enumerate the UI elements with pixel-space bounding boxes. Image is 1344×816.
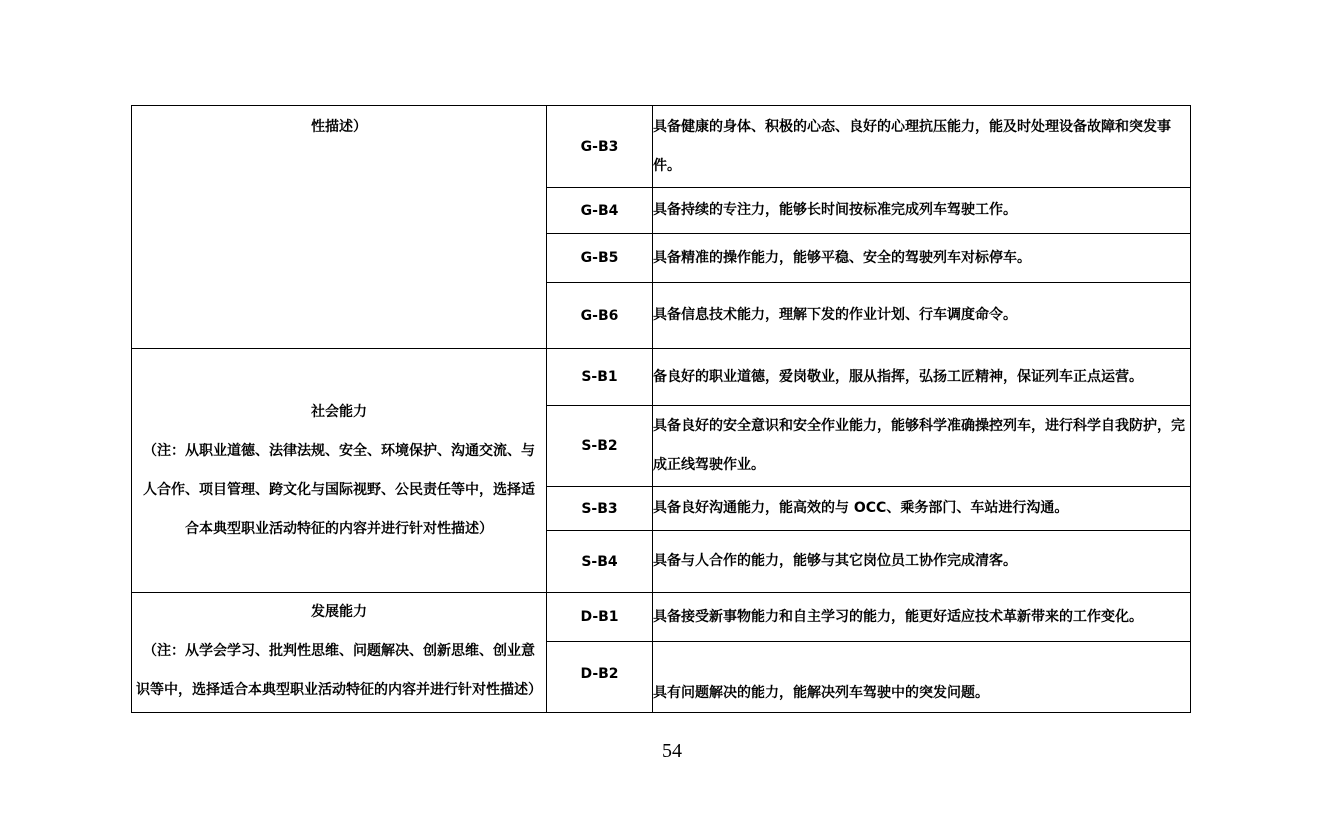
ability-code: S-B2 <box>547 406 653 487</box>
ability-code: S-B4 <box>547 531 653 593</box>
ability-description: 具备与人合作的能力，能够与其它岗位员工协作完成清客。 <box>653 531 1191 593</box>
ability-code: G-B5 <box>547 234 653 283</box>
ability-description: 具备良好的安全意识和安全作业能力，能够科学准确操控列车，进行科学自我防护，完成正线驾驶作业。 <box>653 406 1191 487</box>
category-text: 性描述） <box>311 119 367 135</box>
ability-description: 具有问题解决的能力，能解决列车驾驶中的突发问题。 <box>653 642 1191 713</box>
page-number: 54 <box>662 740 682 762</box>
ability-description: 具备信息技术能力，理解下发的作业计划、行车调度命令。 <box>653 283 1191 349</box>
ability-description: 备良好的职业道德，爱岗敬业，服从指挥，弘扬工匠精神，保证列车正点运营。 <box>653 349 1191 406</box>
ability-code: G-B6 <box>547 283 653 349</box>
ability-code: S-B1 <box>547 349 653 406</box>
category-cell-social <box>132 349 547 593</box>
category-cell-development <box>132 593 547 713</box>
table-row <box>132 106 1191 188</box>
ability-code: S-B3 <box>547 487 653 531</box>
ability-description: 具备良好沟通能力，能高效的与 OCC、乘务部门、车站进行沟通。 <box>653 487 1191 531</box>
ability-description: 具备接受新事物能力和自主学习的能力，能更好适应技术革新带来的工作变化。 <box>653 593 1191 642</box>
category-title: 发展能力 <box>311 604 367 620</box>
category-note: 合本典型职业活动特征的内容并进行针对性描述） <box>185 520 493 537</box>
category-title: 社会能力 <box>311 403 367 420</box>
category-note: （注：从学会学习、批判性思维、问题解决、创新思维、创业意 <box>143 643 535 659</box>
category-cell-physical <box>132 106 547 349</box>
ability-description: 具备精准的操作能力，能够平稳、安全的驾驶列车对标停车。 <box>653 234 1191 283</box>
category-note: 识等中，选择适合本典型职业活动特征的内容并进行针对性描述） <box>136 682 542 698</box>
table-row <box>132 349 1191 406</box>
ability-code: G-B3 <box>547 106 653 188</box>
ability-code: D-B1 <box>547 593 653 642</box>
ability-table <box>131 105 1191 713</box>
ability-description: 具备持续的专注力，能够长时间按标准完成列车驾驶工作。 <box>653 188 1191 234</box>
category-note: （注：从职业道德、法律法规、安全、环境保护、沟通交流、与 <box>143 442 535 459</box>
table-row <box>132 593 1191 642</box>
ability-description: 具备健康的身体、积极的心态、良好的心理抗压能力，能及时处理设备故障和突发事件。 <box>653 106 1191 188</box>
ability-code: D-B2 <box>547 642 653 713</box>
ability-code: G-B4 <box>547 188 653 234</box>
category-note: 人合作、项目管理、跨文化与国际视野、公民责任等中，选择适 <box>143 481 535 498</box>
